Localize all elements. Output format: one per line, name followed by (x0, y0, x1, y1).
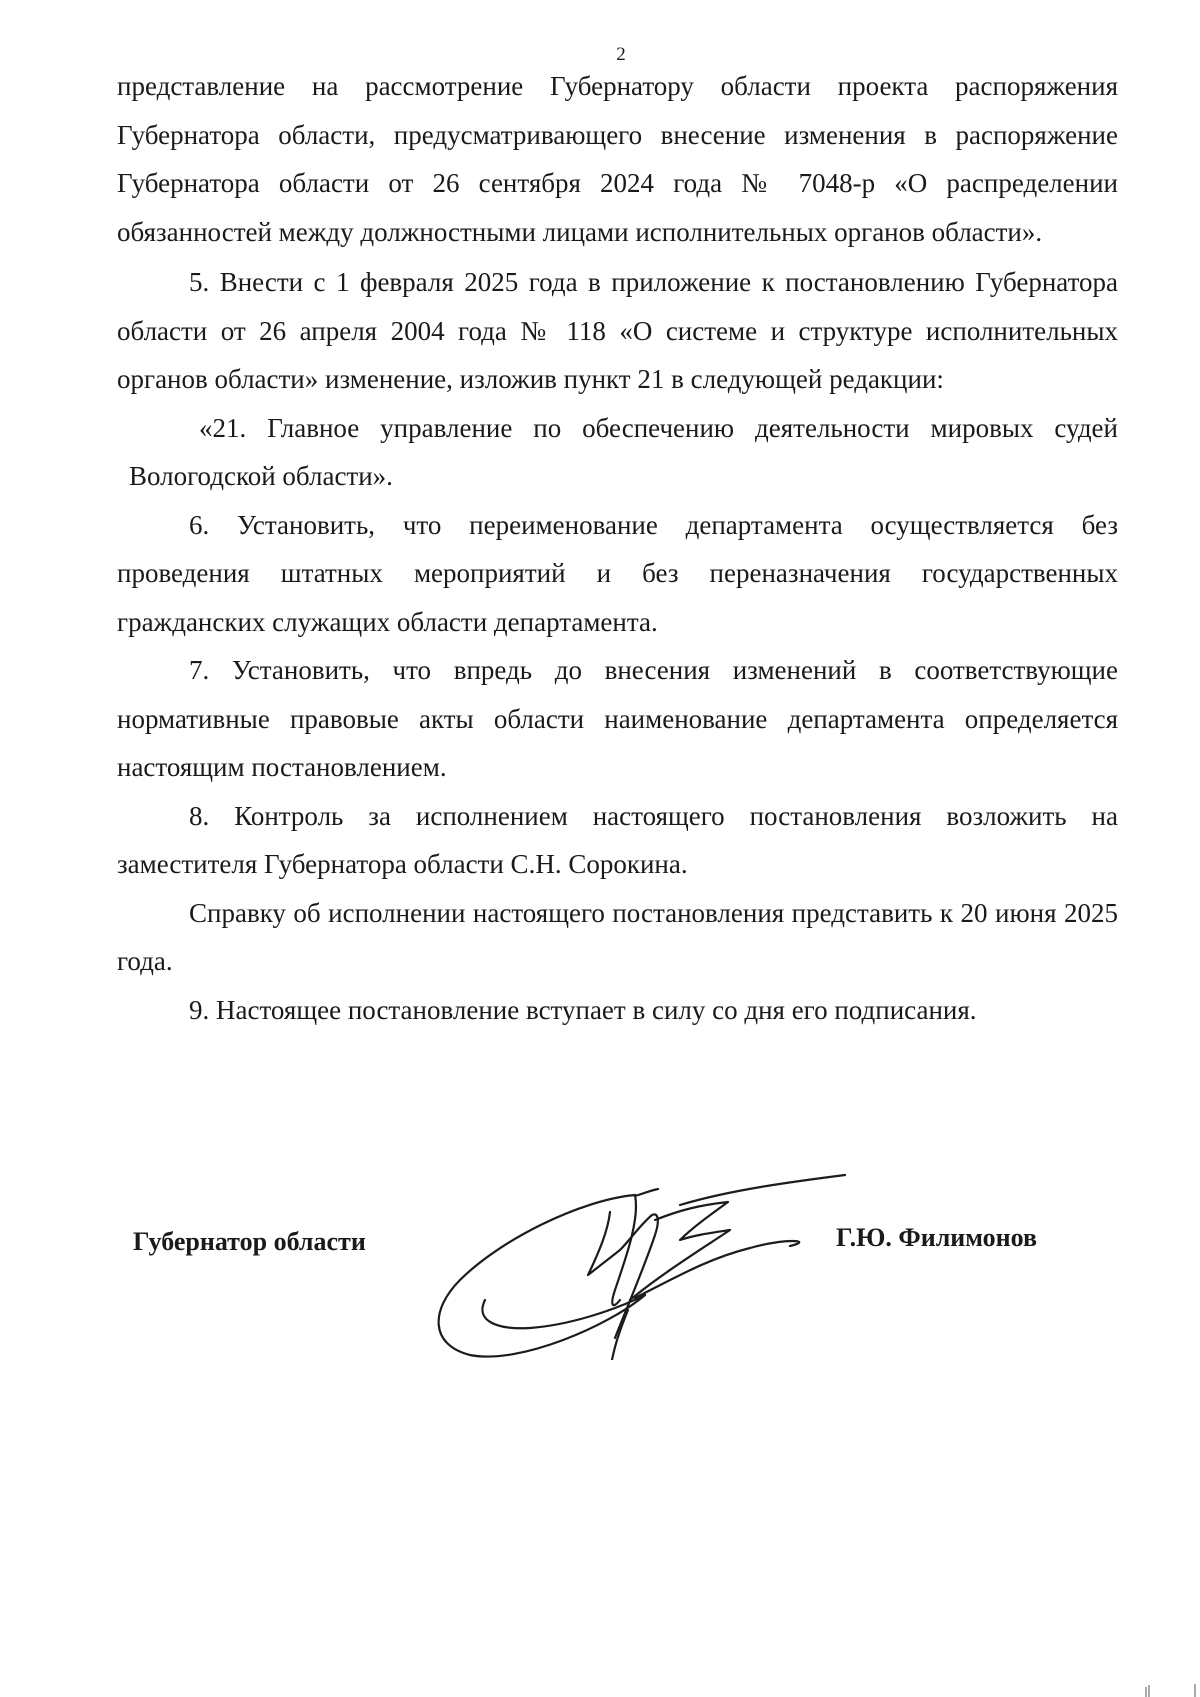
paragraph-item-5: 5. Внести с 1 февраля 2025 года в приложение к постановлению Губернатора области от 26 апреля 2004 года № 118 «О системе и структуре исполнительных органов области» изменение, изложив пункт 21 в следующей редакции: (117, 267, 1118, 394)
page-number: 2 (616, 44, 626, 65)
paragraph-item-8: 8. Контроль за исполнением настоящего постановления возложить на заместителя Губернатора области С.Н. Сорокина. (117, 800, 1118, 879)
paragraph-item-9: 9. Настоящее постановление вступает в силу со дня его подписания. (189, 994, 977, 1025)
paragraph-quote-item-21: «21. Главное управление по обеспечению деятельности мировых судей Вологодской области». (129, 412, 1118, 491)
paragraph-continuation: представление на рассмотрение Губернатору области проекта распоряжения Губернатора области, предусматривающего внесение изменения в распоряжение Губернатора области от 26 сентября 2024 года № 7048-р «О распределении обязанностей между должностными лицами исполнительных органов области». (117, 71, 1118, 247)
paragraph-report-deadline: Справку об исполнении настоящего постановления представить к 20 июня 2025 года. (117, 897, 1118, 976)
paragraph-item-6: 6. Установить, что переименование департамента осуществляется без проведения штатных мероприятий и без переназначения государственных гражданских служащих области департамента. (117, 509, 1118, 637)
signer-name: Г.Ю. Филимонов (836, 1223, 1038, 1252)
signer-position: Губернатор области (133, 1227, 366, 1256)
document-body (117, 62, 1118, 1034)
handwritten-signature (430, 1160, 870, 1360)
scan-artifact-marks (1140, 1682, 1200, 1697)
paragraph-item-7: 7. Установить, что впредь до внесения изменений в соответствующие нормативные правовые акты области наименование департамента определяется настоящим постановлением. (117, 655, 1118, 782)
